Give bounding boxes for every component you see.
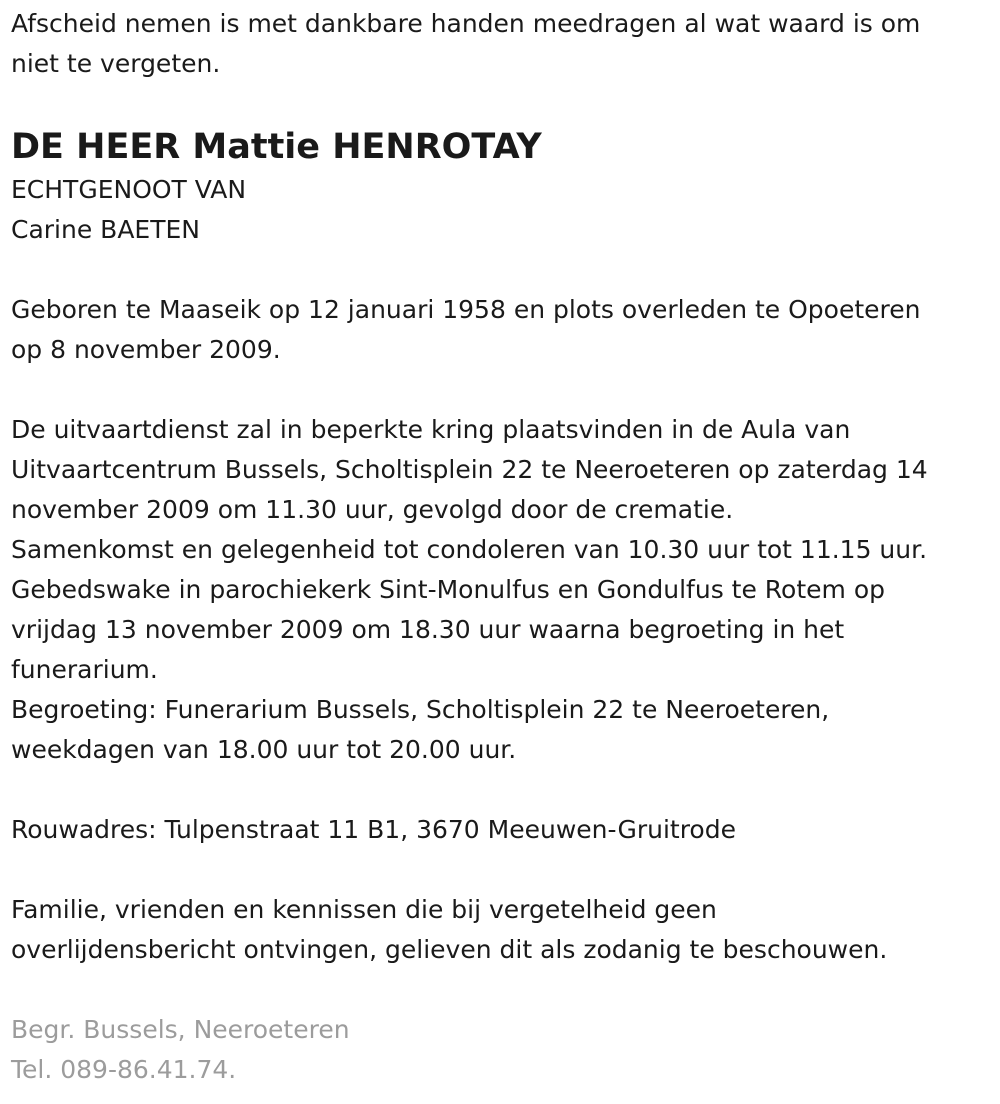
- birth-death-line-1: Geboren te Maaseik op 12 januari 1958 en plots overleden te Opoeteren: [11, 295, 921, 324]
- spacer: [11, 770, 991, 810]
- ceremony-line-2: Uitvaartcentrum Bussels, Scholtisplein 22 te Neeroeteren op zaterdag 14: [11, 455, 928, 484]
- birth-death-paragraph: [11, 290, 991, 370]
- family-notice-paragraph: [11, 890, 991, 970]
- spouse-name: Carine BAETEN: [11, 215, 200, 244]
- ceremony-paragraph: [11, 410, 991, 770]
- spacer: [11, 970, 991, 1010]
- opening-quote: [11, 4, 991, 84]
- ceremony-line-8: Begroeting: Funerarium Bussels, Scholtisplein 22 te Neeroeteren,: [11, 695, 830, 724]
- mourning-address: Rouwadres: Tulpenstraat 11 B1, 3670 Meeuwen-Gruitrode: [11, 815, 736, 844]
- quote-line-2: niet te vergeten.: [11, 49, 221, 78]
- relation-label: ECHTGENOOT VAN: [11, 175, 247, 204]
- ceremony-line-6: vrijdag 13 november 2009 om 18.30 uur waarna begroeting in het: [11, 615, 845, 644]
- family-notice-line-1: Familie, vrienden en kennissen die bij vergetelheid geen: [11, 895, 717, 924]
- ceremony-line-1: De uitvaartdienst zal in beperkte kring plaatsvinden in de Aula van: [11, 415, 851, 444]
- family-notice-line-2: overlijdensbericht ontvingen, gelieven dit als zodanig te beschouwen.: [11, 935, 888, 964]
- ceremony-line-3: november 2009 om 11.30 uur, gevolgd door de crematie.: [11, 495, 734, 524]
- spacer: [11, 850, 991, 890]
- ceremony-line-5: Gebedswake in parochiekerk Sint-Monulfus en Gondulfus te Rotem op: [11, 575, 885, 604]
- deceased-name: DE HEER Mattie HENROTAY: [11, 127, 542, 167]
- undertaker-name: Begr. Bussels, Neeroeteren: [11, 1015, 350, 1044]
- ceremony-line-9: weekdagen van 18.00 uur tot 20.00 uur.: [11, 735, 517, 764]
- undertaker-phone: Tel. 089-86.41.74.: [11, 1055, 237, 1084]
- spacer: [11, 250, 991, 290]
- ceremony-line-4: Samenkomst en gelegenheid tot condoleren van 10.30 uur tot 11.15 uur.: [11, 535, 928, 564]
- ceremony-line-7: funerarium.: [11, 655, 158, 684]
- quote-line-1: Afscheid nemen is met dankbare handen meedragen al wat waard is om: [11, 9, 921, 38]
- birth-death-line-2: op 8 november 2009.: [11, 335, 281, 364]
- spacer: [11, 370, 991, 410]
- death-notice: [11, 4, 991, 1090]
- undertaker-info: [11, 1010, 991, 1090]
